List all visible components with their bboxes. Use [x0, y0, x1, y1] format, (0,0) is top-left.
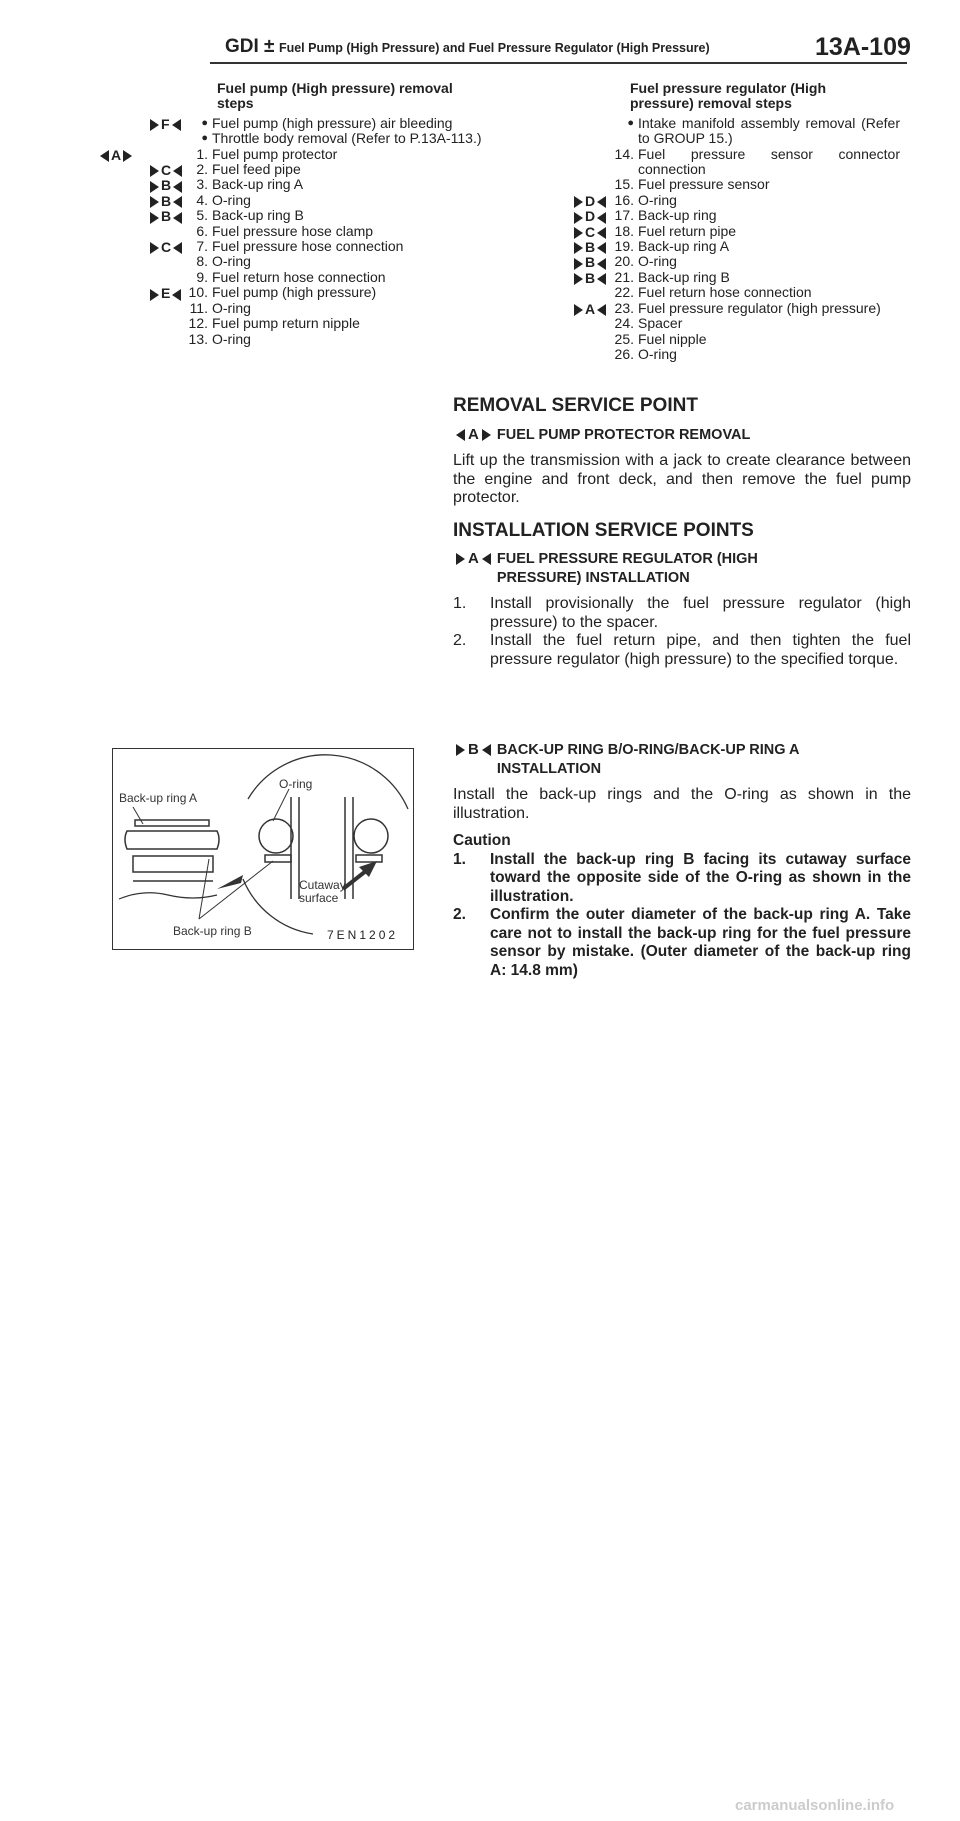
- step-text: Confirm the outer diameter of the back-up ring A. Take care not to install the back-up ring for the fuel pressure sensor by mistake. (Outer diameter of the back-up ring A: 14.8 mm): [490, 906, 911, 979]
- list-item: [574, 208, 914, 223]
- step-text: Fuel return pipe: [638, 222, 737, 239]
- step-text: Fuel feed pipe: [212, 161, 301, 178]
- backup-ring-section: [453, 741, 911, 980]
- instruction-step: [453, 851, 911, 907]
- list-item: [574, 239, 914, 254]
- install-b-title: BACK-UP RING B/O-RING/BACK-UP RING A INSTALLATION: [496, 742, 799, 777]
- step-text: Back-up ring A: [212, 176, 304, 193]
- installation-service-mark: [150, 117, 181, 132]
- list-item: [150, 301, 494, 316]
- step-number: 22.: [614, 284, 634, 301]
- list-item: [150, 270, 494, 285]
- backup-ring-illustration: [112, 748, 414, 950]
- step-text: Back-up ring: [638, 207, 717, 224]
- list-item: [574, 301, 914, 316]
- step-number: 18.: [614, 222, 634, 239]
- left-removal-steps: [111, 80, 494, 347]
- removal-mark-label: A: [468, 425, 479, 443]
- installation-heading: INSTALLATION SERVICE POINTS: [453, 519, 754, 541]
- step-text: Fuel pump (high pressure): [212, 284, 377, 301]
- list-item: [574, 147, 914, 178]
- list-item: [150, 224, 494, 239]
- install-mark-icon: [173, 212, 182, 224]
- service-mark-letter: B: [585, 254, 596, 271]
- step-text: Install the back-up ring B facing its cutaway surface toward the opposite side of the O-ring as shown in the illustration.: [490, 850, 911, 905]
- list-item: [150, 332, 494, 347]
- step-text: Fuel pressure sensor: [638, 176, 770, 193]
- list-item: [150, 177, 494, 192]
- step-text: O-ring: [212, 191, 251, 208]
- service-mark-letter: B: [161, 177, 172, 194]
- step-number: 9.: [196, 268, 208, 285]
- list-item: [574, 116, 914, 147]
- step-number: 26.: [614, 345, 634, 362]
- step-text: O-ring: [638, 191, 677, 208]
- remove-mark-icon: [123, 150, 132, 162]
- step-number: 23.: [614, 299, 634, 316]
- service-mark-letter: F: [161, 115, 170, 132]
- step-text: Fuel nipple: [638, 330, 707, 347]
- install-b-text: Install the back-up rings and the O-ring as shown in the illustration.: [453, 786, 911, 822]
- bullet-icon: ●: [201, 116, 208, 129]
- list-item: [150, 316, 494, 331]
- list-item: [150, 131, 494, 146]
- list-item: [574, 224, 914, 239]
- header-rule: [210, 62, 907, 64]
- service-mark-letter: B: [585, 239, 596, 256]
- list-item: [574, 347, 914, 362]
- step-number: 17.: [614, 207, 634, 224]
- install-mark-icon: [597, 273, 606, 285]
- left-steps-heading: Fuel pump (High pressure) removal steps: [217, 80, 453, 112]
- installation-service-mark: [574, 225, 606, 240]
- page-header: [225, 33, 911, 61]
- step-text: O-ring: [638, 253, 677, 270]
- install-mark-icon: [150, 165, 159, 177]
- step-number: 2.: [453, 906, 466, 923]
- install-mark-icon: [597, 304, 606, 316]
- install-mark-icon: [173, 242, 182, 254]
- section-code: GDI ±: [225, 36, 275, 57]
- bullet-icon: ●: [201, 132, 208, 145]
- right-steps-heading: Fuel pressure regulator (High pressure) removal steps: [630, 80, 827, 112]
- removal-subtitle: FUEL PUMP PROTECTOR REMOVAL: [496, 426, 751, 443]
- service-mark-letter: D: [585, 208, 596, 225]
- step-text: Install provisionally the fuel pressure regulator (high pressure) to the spacer.: [490, 595, 911, 631]
- install-mark-icon: [173, 196, 182, 208]
- label-o-ring: O-ring: [279, 777, 313, 791]
- list-item: [150, 208, 494, 223]
- step-number: 1.: [196, 145, 208, 162]
- removal-section: [453, 397, 911, 669]
- illustration-drawing: [113, 749, 413, 949]
- installation-service-mark: [574, 302, 606, 317]
- instruction-step: [453, 906, 911, 980]
- install-a-mark-label: A: [468, 550, 479, 567]
- service-mark-letter: A: [585, 300, 596, 317]
- label-cutaway-surface: Cutaway surface: [299, 878, 346, 905]
- step-text: Install the fuel return pipe, and then tighten the fuel pressure regulator (high pressure) to the specified torque.: [490, 632, 911, 668]
- installation-a-subheading: [453, 550, 911, 587]
- install-mark-icon: [574, 212, 583, 224]
- list-item: [150, 193, 494, 208]
- remove-mark-icon: [482, 429, 491, 441]
- step-number: 1.: [453, 595, 467, 612]
- install-mark-icon: [150, 119, 159, 131]
- step-number: 14.: [614, 145, 634, 162]
- service-mark-letter: C: [161, 239, 172, 256]
- list-item: [111, 145, 494, 163]
- installation-service-mark: [574, 194, 606, 209]
- step-number: 5.: [196, 207, 208, 224]
- step-text: O-ring: [212, 299, 251, 316]
- step-number: 11.: [189, 299, 208, 316]
- installation-service-mark: [150, 286, 181, 301]
- install-mark-icon: [574, 196, 583, 208]
- list-item: [574, 254, 914, 269]
- list-item: [574, 316, 914, 331]
- figure-code: 7EN1202: [327, 928, 399, 942]
- step-text: O-ring: [212, 330, 251, 347]
- installation-service-mark: [150, 163, 182, 178]
- install-mark-icon: [456, 744, 465, 756]
- service-mark-letter: E: [161, 285, 171, 302]
- step-number: 7.: [196, 238, 208, 255]
- installation-service-mark: [574, 271, 606, 286]
- service-mark-letter: B: [161, 208, 172, 225]
- installation-service-mark: [150, 194, 182, 209]
- label-backup-ring-b: Back-up ring B: [173, 924, 252, 938]
- install-mark-icon: [150, 289, 159, 301]
- step-text: Fuel pressure sensor connector connection: [638, 145, 900, 178]
- step-text: Fuel pump (high pressure) air bleeding: [212, 114, 453, 131]
- step-number: 2.: [453, 632, 467, 649]
- step-number: 10.: [188, 284, 208, 301]
- installation-b-subheading: [453, 741, 911, 778]
- removal-subheading: [453, 426, 911, 445]
- step-text: Intake manifold assembly removal (Refer to GROUP 15.): [638, 114, 900, 147]
- list-item: [574, 285, 914, 300]
- install-mark-icon: [150, 196, 159, 208]
- step-number: 20.: [614, 253, 634, 270]
- step-text: O-ring: [638, 345, 677, 362]
- step-number: 13.: [188, 330, 208, 347]
- install-mark-icon: [574, 227, 583, 239]
- installation-service-mark: [150, 209, 182, 224]
- service-mark-letter: C: [585, 223, 596, 240]
- install-mark-icon: [574, 242, 583, 254]
- step-number: 25.: [614, 330, 634, 347]
- step-text: Fuel return hose connection: [638, 284, 812, 301]
- service-mark-letter: B: [585, 269, 596, 286]
- list-item: [574, 270, 914, 285]
- install-mark-icon: [150, 181, 159, 193]
- list-item: [150, 162, 494, 177]
- right-removal-steps: [574, 81, 914, 362]
- installation-service-mark: [150, 240, 182, 255]
- install-mark-icon: [597, 196, 606, 208]
- step-text: Spacer: [638, 315, 683, 332]
- install-mark-icon: [173, 165, 182, 177]
- step-number: 6.: [196, 222, 208, 239]
- step-number: 4.: [196, 191, 208, 208]
- page-title: Fuel Pump (High Pressure) and Fuel Pressure Regulator (High Pressure): [278, 41, 710, 55]
- install-mark-icon: [574, 258, 583, 270]
- install-mark-icon: [482, 744, 491, 756]
- instruction-step: [453, 595, 911, 632]
- step-text: Fuel pump protector: [212, 145, 338, 162]
- installation-service-mark: [150, 178, 182, 193]
- removal-service-mark: [100, 148, 132, 163]
- step-number: 12.: [188, 315, 208, 332]
- list-item: [574, 193, 914, 208]
- step-number: 1.: [453, 850, 466, 868]
- service-mark-letter: D: [585, 192, 596, 209]
- page-number: 13A-109: [815, 33, 911, 61]
- install-mark-icon: [173, 181, 182, 193]
- step-number: 21.: [614, 268, 634, 285]
- install-mark-icon: [574, 273, 583, 285]
- step-text: Back-up ring B: [638, 268, 730, 285]
- installation-service-mark: [574, 255, 606, 270]
- install-mark-icon: [597, 242, 606, 254]
- step-text: Fuel pressure hose connection: [212, 238, 404, 255]
- install-mark-icon: [150, 212, 159, 224]
- list-item: [574, 177, 914, 192]
- step-text: Throttle body removal (Refer to P.13A-113.): [212, 130, 482, 147]
- list-item: [150, 254, 494, 269]
- step-text: Fuel pump return nipple: [212, 315, 360, 332]
- install-b-mark-label: B: [468, 741, 479, 758]
- list-item: [150, 239, 494, 254]
- list-item: [150, 116, 494, 131]
- label-backup-ring-a: Back-up ring A: [119, 791, 198, 805]
- install-mark-icon: [597, 227, 606, 239]
- removal-text: Lift up the transmission with a jack to create clearance between the engine and front deck, and then remove the fuel pump protector.: [453, 452, 911, 506]
- step-text: Back-up ring B: [212, 207, 304, 224]
- install-mark-icon: [482, 553, 491, 565]
- instruction-step: [453, 632, 911, 669]
- remove-mark-icon: [456, 429, 465, 441]
- service-mark-letter: B: [161, 192, 172, 209]
- installation-service-mark: [574, 209, 606, 224]
- step-number: 15.: [614, 176, 634, 193]
- step-number: 8.: [196, 253, 208, 270]
- install-mark-icon: [172, 119, 181, 131]
- caution-label: Caution: [453, 832, 511, 849]
- step-text: Back-up ring A: [638, 238, 730, 255]
- step-number: 16.: [614, 191, 634, 208]
- install-a-title: FUEL PRESSURE REGULATOR (HIGH PRESSURE) INSTALLATION: [496, 551, 758, 586]
- list-item: [150, 285, 494, 300]
- install-mark-icon: [172, 289, 181, 301]
- step-text: Fuel pressure hose clamp: [212, 222, 374, 239]
- install-mark-icon: [150, 242, 159, 254]
- removal-heading: REMOVAL SERVICE POINT: [453, 395, 698, 416]
- footer-watermark: carmanualsonline.info: [735, 1797, 895, 1814]
- service-mark-letter: A: [111, 146, 122, 163]
- remove-mark-icon: [100, 150, 109, 162]
- step-text: O-ring: [212, 253, 251, 270]
- step-text: Fuel pressure regulator (high pressure): [638, 299, 881, 316]
- step-text: Fuel return hose connection: [212, 268, 386, 285]
- install-mark-icon: [597, 212, 606, 224]
- install-mark-icon: [574, 304, 583, 316]
- step-number: 2.: [196, 161, 208, 178]
- bullet-icon: ●: [627, 116, 634, 129]
- service-mark-letter: C: [161, 162, 172, 179]
- step-number: 19.: [614, 238, 634, 255]
- step-number: 24.: [614, 315, 634, 332]
- installation-service-mark: [574, 240, 606, 255]
- list-item: [574, 332, 914, 347]
- install-mark-icon: [456, 553, 465, 565]
- step-number: 3.: [196, 176, 208, 193]
- install-mark-icon: [597, 258, 606, 270]
